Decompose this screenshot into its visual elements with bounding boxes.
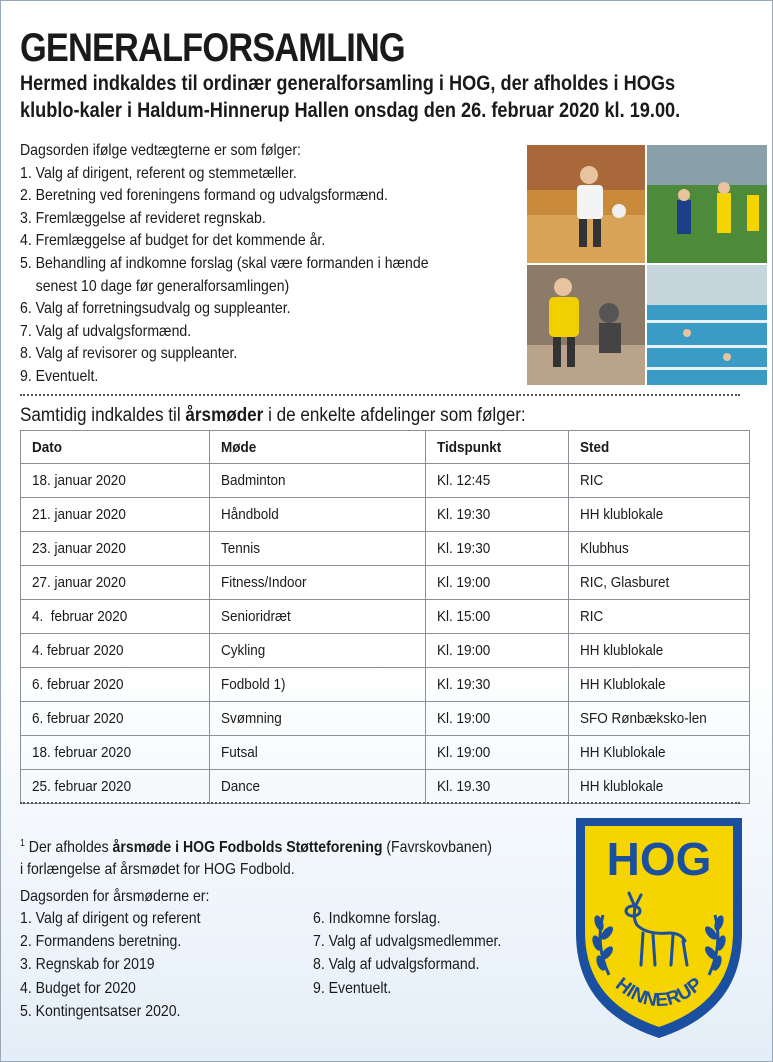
- page-title: GENERALFORSAMLING: [20, 26, 405, 70]
- cell-text: Kl. 19:00: [437, 710, 491, 727]
- date-cell: [21, 566, 210, 600]
- list-item: 9. Eventuelt.: [313, 979, 392, 997]
- date-cell: [21, 668, 210, 702]
- column-header-meeting: [209, 431, 426, 464]
- time-cell: [426, 736, 569, 770]
- time-cell: [426, 634, 569, 668]
- cell-text: Kl. 19:30: [437, 506, 491, 523]
- place-cell: [569, 498, 750, 532]
- table-row: [21, 702, 750, 736]
- list-item: 2. Formandens beretning.: [20, 933, 182, 951]
- meeting-cell: [209, 600, 426, 634]
- agenda-item: 5. Behandling af indkomne forslag (skal være formanden i hænde: [20, 254, 429, 272]
- cell-text: Senioridræt: [220, 608, 291, 625]
- cell-text: Cykling: [220, 642, 266, 659]
- sports-photo-collage: [527, 145, 767, 385]
- date-cell: [21, 702, 210, 736]
- agenda-item: 3. Fremlæggelse af revideret regnskab.: [20, 209, 266, 227]
- time-cell: [426, 702, 569, 736]
- cell-text: Tennis: [220, 540, 260, 557]
- meeting-agenda-list-right: [313, 907, 527, 1000]
- list-item: 1. Valg af dirigent og referent: [20, 910, 201, 927]
- place-cell: [569, 770, 750, 804]
- cell-text: Badminton: [220, 472, 286, 489]
- place-cell: [569, 600, 750, 634]
- table-row: [21, 600, 750, 634]
- meeting-agenda-heading: Dagsorden for årsmøderne er:: [20, 888, 210, 905]
- footnote-bold-text: årsmøde i HOG Fodbolds Støtteforening: [112, 839, 383, 856]
- intro-line-2: klublo-kaler i Haldum-Hinnerup Hallen onsdag den 26. februar 2020 kl. 19.00.: [20, 99, 681, 122]
- table-row: [21, 498, 750, 532]
- agenda-item: 6. Valg af forretningsudvalg og suppleanter.: [20, 300, 291, 318]
- cell-text: 27. januar 2020: [32, 574, 126, 591]
- time-cell: [426, 566, 569, 600]
- footnote-line-1: [20, 833, 492, 859]
- footnote: [20, 833, 556, 881]
- dotted-divider: [20, 802, 740, 804]
- general-agenda: [20, 140, 484, 389]
- header-label: Møde: [220, 438, 256, 456]
- cell-text: Kl. 19:00: [437, 574, 491, 591]
- cell-text: RIC: [580, 608, 604, 625]
- cell-text: Dance: [220, 778, 260, 795]
- place-cell: [569, 702, 750, 736]
- cell-text: RIC: [580, 472, 604, 489]
- agenda-item: senest 10 dage før generalforsamlingen): [20, 277, 290, 295]
- cell-text: Klubhus: [580, 540, 629, 557]
- logo-bottom-text: HINNERUP: [611, 973, 707, 1012]
- table-row: [21, 464, 750, 498]
- cell-text: Kl. 19.30: [437, 778, 491, 795]
- time-cell: [426, 770, 569, 804]
- time-cell: [426, 600, 569, 634]
- header-label: Sted: [580, 438, 610, 456]
- cell-text: 18. februar 2020: [32, 744, 132, 761]
- place-cell: [569, 634, 750, 668]
- list-item: 3. Regnskab for 2019: [20, 956, 155, 974]
- time-cell: [426, 464, 569, 498]
- list-item: 6. Indkomne forslag.: [313, 910, 441, 927]
- intro-text-part: Samtidig indkaldes til: [20, 405, 186, 426]
- sports-photo-collage-icon: [527, 145, 767, 385]
- column-header-time: [426, 431, 569, 464]
- meeting-cell: [209, 702, 426, 736]
- cell-text: Kl. 12:45: [437, 472, 491, 489]
- date-cell: [21, 464, 210, 498]
- cell-text: 25. februar 2020: [32, 778, 132, 795]
- deer-shield-logo-icon: [573, 815, 745, 1041]
- table-row: [21, 532, 750, 566]
- cell-text: Fitness/Indoor: [220, 574, 307, 591]
- cell-text: Futsal: [220, 744, 258, 761]
- list-item: 5. Kontingentsatser 2020.: [20, 1002, 181, 1020]
- date-cell: [21, 634, 210, 668]
- cell-text: RIC, Glasburet: [580, 574, 670, 591]
- time-cell: [426, 668, 569, 702]
- cell-text: 6. februar 2020: [32, 710, 124, 727]
- cell-text: HH klublokale: [580, 642, 664, 659]
- list-item: 8. Valg af udvalgsformand.: [313, 956, 480, 974]
- date-cell: [21, 498, 210, 532]
- agenda-heading: Dagsorden ifølge vedtægterne er som følger:: [20, 142, 301, 159]
- date-cell: [21, 532, 210, 566]
- cell-text: Kl. 19:30: [437, 540, 491, 557]
- header-label: Dato: [32, 438, 63, 456]
- hog-logo: [573, 815, 745, 1041]
- meeting-agenda-list-left: [20, 907, 225, 1023]
- cell-text: Kl. 19:00: [437, 744, 491, 761]
- cell-text: HH Klublokale: [580, 676, 666, 693]
- header-label: Tidspunkt: [437, 438, 502, 456]
- footnote-marker: 1: [20, 838, 25, 849]
- cell-text: 21. januar 2020: [32, 506, 126, 523]
- logo-top-text: HOG: [606, 833, 712, 885]
- intro-text: [20, 70, 695, 124]
- table-row: [21, 736, 750, 770]
- place-cell: [569, 464, 750, 498]
- meeting-cell: [209, 464, 426, 498]
- cell-text: HH Klublokale: [580, 744, 666, 761]
- agenda-list: [20, 163, 484, 389]
- cell-text: SFO Rønbæksko-len: [580, 710, 707, 727]
- agenda-item: 7. Valg af udvalgsformænd.: [20, 322, 192, 340]
- footnote-line-2: i forlængelse af årsmødet for HOG Fodbold.: [20, 861, 295, 878]
- annual-meetings-table: [20, 430, 750, 804]
- meeting-cell: [209, 566, 426, 600]
- meeting-agenda-right: [313, 907, 527, 1000]
- agenda-item: 2. Beretning ved foreningens formand og udvalgsformænd.: [20, 187, 388, 205]
- place-cell: [569, 668, 750, 702]
- meeting-cell: [209, 736, 426, 770]
- table-row: [21, 668, 750, 702]
- meeting-cell: [209, 498, 426, 532]
- agenda-item: 8. Valg af revisorer og suppleanter.: [20, 345, 238, 363]
- list-item: 7. Valg af udvalgsmedlemmer.: [313, 933, 502, 951]
- cell-text: 4. februar 2020: [32, 642, 124, 659]
- cell-text: Fodbold 1): [220, 676, 286, 693]
- table-row: [21, 770, 750, 804]
- place-cell: [569, 532, 750, 566]
- list-item: 4. Budget for 2020: [20, 979, 136, 997]
- meeting-cell: [209, 770, 426, 804]
- place-cell: [569, 566, 750, 600]
- date-cell: [21, 770, 210, 804]
- table-row: [21, 634, 750, 668]
- intro-text-part: i de enkelte afdelinger som følger:: [263, 405, 526, 426]
- intro-text-bold: årsmøder: [185, 405, 264, 426]
- footnote-text: (Favrskovbanen): [382, 839, 492, 856]
- annual-meetings-intro: [20, 405, 526, 427]
- meeting-agenda-left: [20, 907, 225, 1023]
- meeting-cell: [209, 634, 426, 668]
- agenda-item: 1. Valg af dirigent, referent og stemmetæller.: [20, 164, 297, 182]
- cell-text: 23. januar 2020: [32, 540, 126, 557]
- time-cell: [426, 498, 569, 532]
- date-cell: [21, 600, 210, 634]
- cell-text: Håndbold: [220, 506, 279, 523]
- cell-text: Svømning: [220, 710, 282, 727]
- intro-line-1: Hermed indkaldes til ordinær generalforsamling i HOG, der afholdes i HOGs: [20, 72, 676, 95]
- cell-text: Kl. 19:00: [437, 642, 491, 659]
- meeting-cell: [209, 532, 426, 566]
- table-row: [21, 566, 750, 600]
- cell-text: HH klublokale: [580, 778, 664, 795]
- agenda-item: 9. Eventuelt.: [20, 367, 99, 385]
- cell-text: HH klublokale: [580, 506, 664, 523]
- place-cell: [569, 736, 750, 770]
- footnote-text: Der afholdes: [24, 839, 113, 856]
- cell-text: Kl. 15:00: [437, 608, 491, 625]
- date-cell: [21, 736, 210, 770]
- cell-text: Kl. 19:30: [437, 676, 491, 693]
- dotted-divider: [20, 394, 740, 396]
- cell-text: 18. januar 2020: [32, 472, 126, 489]
- agenda-item: 4. Fremlæggelse af budget for det kommende år.: [20, 232, 326, 250]
- column-header-date: [21, 431, 210, 464]
- column-header-place: [569, 431, 750, 464]
- cell-text: 6. februar 2020: [32, 676, 124, 693]
- meeting-cell: [209, 668, 426, 702]
- table-header-row: [21, 431, 750, 464]
- cell-text: 4. februar 2020: [32, 608, 128, 625]
- time-cell: [426, 532, 569, 566]
